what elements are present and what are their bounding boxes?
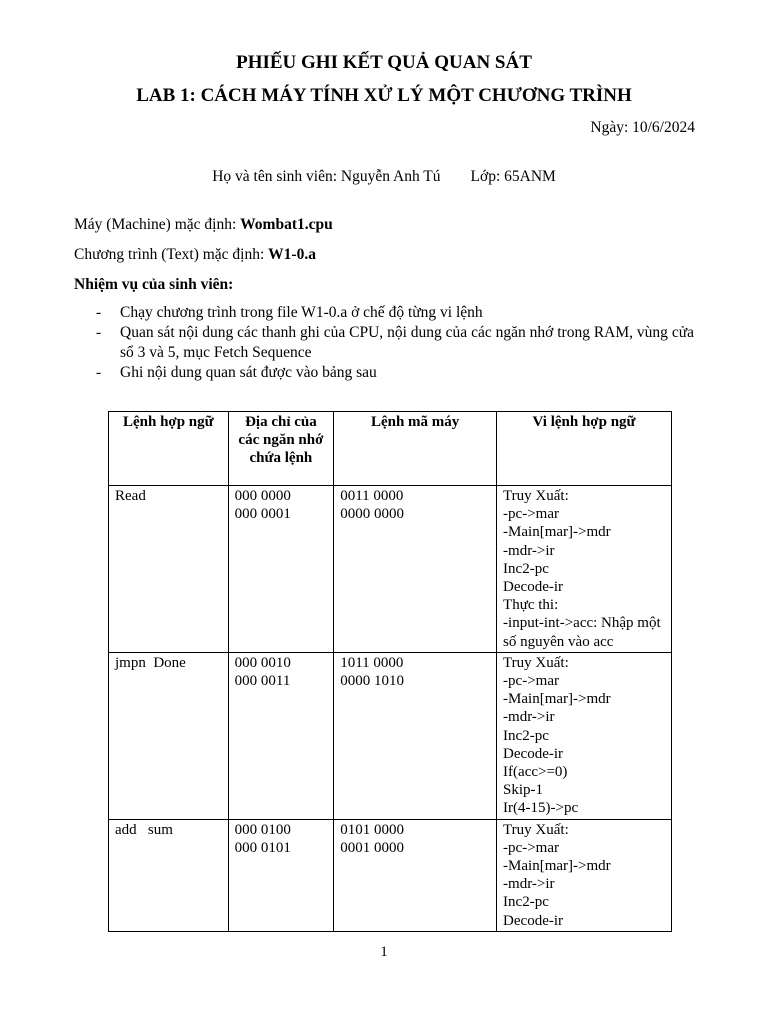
task-heading: Nhiệm vụ của sinh viên: (74, 276, 234, 293)
table-header-row (109, 412, 672, 486)
address-cell: 000 0100 000 0101 (228, 819, 334, 931)
task-text: Quan sát nội dung các thanh ghi của CPU, nội dung của các ngăn nhớ trong RAM, vùng cửa sổ 3 và 5, mục Fetch Sequence (120, 324, 694, 361)
header-micro-instructions: Vi lệnh hợp ngữ (497, 412, 672, 486)
student-name: Họ và tên sinh viên: Nguyễn Anh Tú (212, 168, 441, 185)
program-label: Chương trình (Text) mặc định: (74, 246, 269, 263)
task-text: Ghi nội dung quan sát được vào bảng sau (120, 364, 377, 381)
task-item (74, 363, 694, 383)
machine-code-cell: 0101 0000 0001 0000 (334, 819, 497, 931)
default-program-line (74, 246, 316, 264)
task-item (74, 303, 694, 323)
header-memory-address: Địa chỉ của các ngăn nhớ chứa lệnh (228, 412, 334, 486)
header-assembly-instruction: Lệnh hợp ngữ (109, 412, 229, 486)
table-row (109, 819, 672, 931)
bullet-dash: - (96, 364, 102, 381)
micro-instruction-cell: Truy Xuất: -pc->mar -Main[mar]->mdr -mdr->ir Inc2-pc Decode-ir If(acc>=0) Skip-1 Ir(4-15)->pc (497, 652, 672, 819)
address-cell: 000 0000 000 0001 (228, 486, 334, 653)
default-machine-line (74, 216, 333, 234)
instruction-cell: Read (109, 486, 229, 653)
instruction-cell: add sum (109, 819, 229, 931)
student-class: Lớp: 65ANM (470, 168, 556, 185)
micro-instruction-cell: Truy Xuất: -pc->mar -Main[mar]->mdr -mdr->ir Inc2-pc Decode-ir (497, 819, 672, 931)
instruction-cell: jmpn Done (109, 652, 229, 819)
program-value: W1-0.a (268, 246, 316, 263)
table-row (109, 486, 672, 653)
document-subtitle: LAB 1: CÁCH MÁY TÍNH XỬ LÝ MỘT CHƯƠNG TRÌNH (136, 85, 632, 106)
machine-code-cell: 1011 0000 0000 1010 (334, 652, 497, 819)
student-info (0, 168, 768, 186)
micro-instruction-cell: Truy Xuất: -pc->mar -Main[mar]->mdr -mdr->ir Inc2-pc Decode-ir Thực thi: -input-int->acc: Nhập một số nguyên vào acc (497, 486, 672, 653)
machine-value: Wombat1.cpu (240, 216, 333, 233)
header-machine-code: Lệnh mã máy (334, 412, 497, 486)
task-list (74, 303, 694, 383)
address-cell: 000 0010 000 0011 (228, 652, 334, 819)
task-text: Chạy chương trình trong file W1-0.a ở chế độ từng vi lệnh (120, 304, 483, 321)
observation-table (108, 411, 672, 932)
document-title: PHIẾU GHI KẾT QUẢ QUAN SÁT (236, 52, 532, 73)
page-number: 1 (380, 944, 388, 960)
machine-label: Máy (Machine) mặc định: (74, 216, 241, 233)
date-line: Ngày: 10/6/2024 (590, 119, 695, 136)
table-row (109, 652, 672, 819)
task-item (74, 323, 694, 363)
bullet-dash: - (96, 304, 102, 321)
machine-code-cell: 0011 0000 0000 0000 (334, 486, 497, 653)
bullet-dash: - (96, 324, 102, 341)
